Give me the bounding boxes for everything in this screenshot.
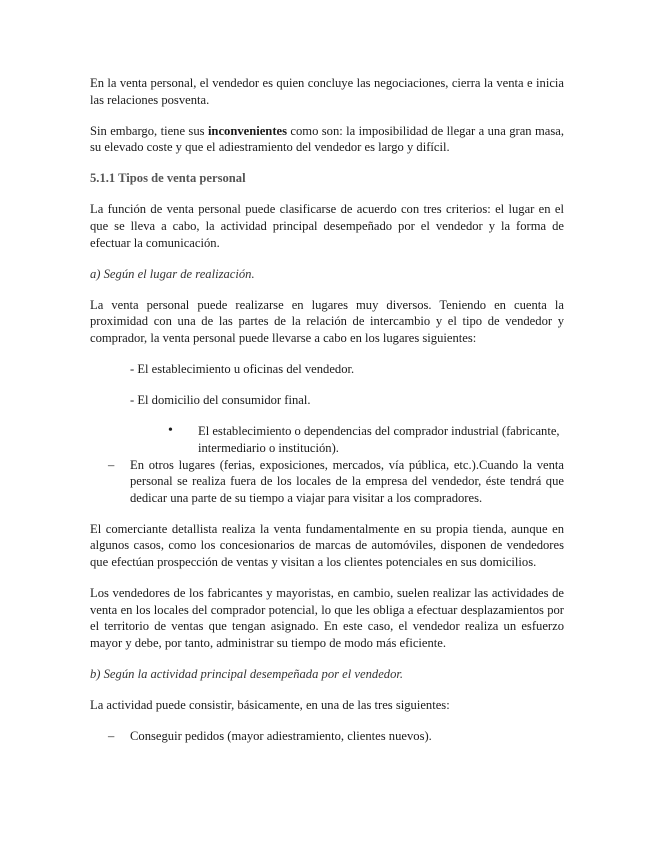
document-page [90, 75, 564, 745]
paragraph-intro: En la venta personal, el vendedor es quien concluye las negociaciones, cierra la venta e inicia las relaciones posventa. [90, 76, 564, 107]
subheading-actividad: b) Según la actividad principal desempeñada por el vendedor. [90, 666, 404, 681]
bullet-item-comprador-industrial [90, 423, 564, 456]
dash-item-otros-lugares [90, 457, 564, 507]
bullet-text: El establecimiento o dependencias del comprador industrial (fabricante, intermediario o institución). [198, 424, 560, 455]
list-item-oficinas: - El establecimiento u oficinas del vendedor. [130, 362, 355, 377]
text-span: como son: la imposibilidad de llegar a una gran masa, su elevado coste y que el adiestramiento del vendedor es largo y difícil. [90, 123, 564, 155]
section-heading: 5.1.1 Tipos de venta personal [90, 171, 246, 186]
paragraph-criterios: La función de venta personal puede clasificarse de acuerdo con tres criterios: el lugar en el que se lleva a cabo, la actividad principal desempeñado por el vendedor y la forma de efectuar la comunicación. [90, 202, 564, 250]
paragraph-lugares: La venta personal puede realizarse en lugares muy diversos. Teniendo en cuenta la proximidad con una de las partes de la relación de intercambio y el tipo de vendedor y comprador, la venta personal puede llevarse a cabo en los lugares siguientes: [90, 297, 564, 346]
paragraph-actividad: La actividad puede consistir, básicamente, en una de las tres siguientes: [90, 698, 450, 713]
paragraph-fabricantes: Los vendedores de los fabricantes y mayoristas, en cambio, suelen realizar las actividades de venta en los locales del comprador potencial, lo que les obliga a efectuar desplazamientos por el territorio de ventas que tengan asignado. En este caso, el vendedor realiza un esfuerzo mayor y debe, por tanto, administrar su tiempo de modo más eficiente. [90, 586, 564, 650]
paragraph-detallista: El comerciante detallista realiza la venta fundamentalmente en su propia tienda, aunque en algunos casos, como los concesionarios de marcas de automóviles, disponen de vendedores que efectúan prospección de ventas y visitan a los clientes potenciales en sus domicilios. [90, 521, 564, 569]
paragraph-inconvenientes [90, 123, 564, 156]
bold-term: inconvenientes [207, 123, 287, 138]
bullet-icon: • [168, 423, 173, 439]
subheading-lugar: a) Según el lugar de realización. [90, 266, 255, 281]
dash-icon: – [108, 729, 115, 744]
text-span: Sin embargo, tiene sus [90, 123, 208, 138]
dash-text: En otros lugares (ferias, exposiciones, mercados, vía pública, etc.).Cuando la venta personal se realiza fuera de los locales de la empresa del vendedor, éste tendrá que dedicar una parte de su tiempo a viajar para visitar a los compradores. [130, 457, 564, 505]
dash-text: Conseguir pedidos (mayor adiestramiento, clientes nuevos). [130, 729, 432, 744]
dash-item-pedidos [90, 728, 564, 745]
dash-icon: – [108, 457, 115, 472]
list-item-domicilio: - El domicilio del consumidor final. [130, 393, 311, 408]
